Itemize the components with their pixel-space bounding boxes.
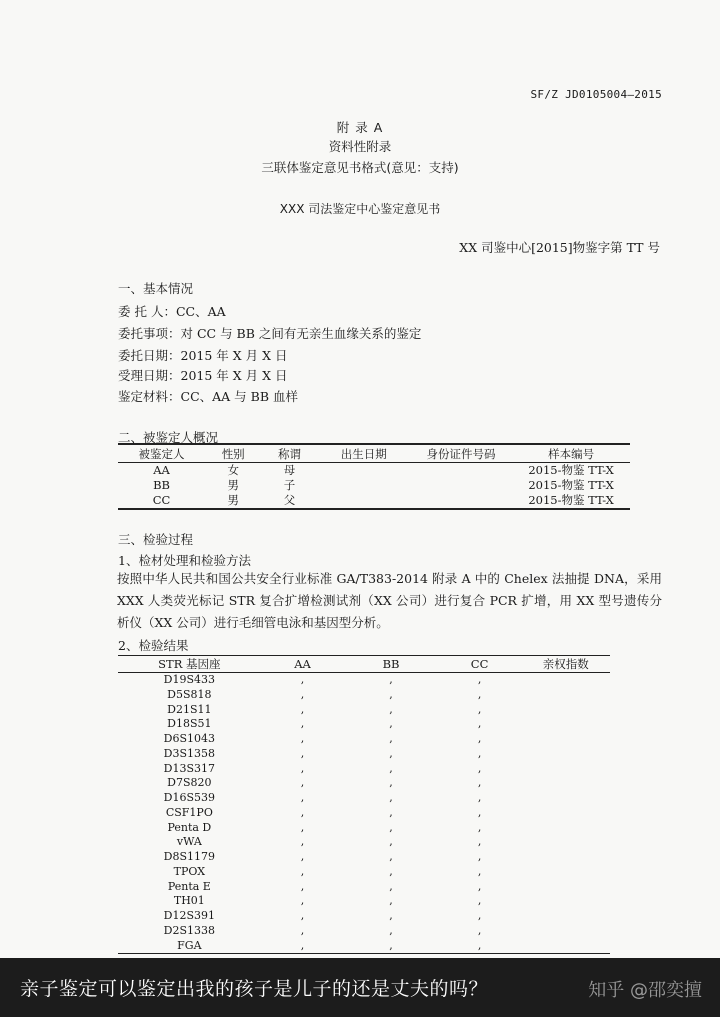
allele-cell: ,: [389, 687, 393, 701]
locus-name: D8S1179: [163, 850, 216, 863]
allele-cell: ,: [389, 805, 393, 819]
locus-name: CSF1PO: [165, 805, 213, 819]
allele-cell: ,: [300, 909, 305, 922]
pi-cell: [521, 703, 610, 718]
locus-name: D18S51: [167, 717, 212, 731]
allele-cell: ,: [389, 702, 393, 716]
results-table: [118, 655, 610, 954]
col-id-number: 身份证件号码: [410, 444, 512, 463]
pi-cell: [521, 717, 610, 732]
col-gender: 性别: [205, 444, 261, 463]
locus-name: D6S1043: [163, 732, 216, 745]
appendix-title: 附 录 A: [336, 120, 384, 135]
process-heading: 三、检验过程: [118, 532, 194, 547]
standard-code: SF/Z JD0105004—2015: [530, 88, 662, 101]
allele-cell: ,: [300, 820, 305, 834]
locus-name: TPOX: [173, 864, 206, 878]
col-relation: 称谓: [261, 444, 317, 463]
allele-cell: ,: [389, 894, 393, 908]
person-cell: 女: [227, 463, 239, 477]
allele-cell: ,: [300, 776, 305, 790]
locus-name: FGA: [177, 938, 202, 952]
person-cell: 父: [283, 493, 296, 507]
pi-cell: [521, 909, 610, 924]
locus-name: D12S391: [163, 909, 216, 922]
allele-cell: ,: [477, 673, 482, 686]
results-subheading: 2、检验结果: [118, 638, 189, 653]
pi-cell: [521, 924, 610, 939]
locus-name: D2S1338: [163, 923, 216, 937]
method-subheading: 1、检材处理和检验方法: [118, 553, 251, 568]
allele-cell: ,: [300, 673, 305, 686]
locus-row: [118, 791, 610, 806]
col-bb: BB: [344, 656, 437, 673]
allele-cell: ,: [389, 673, 393, 686]
person-cell: 子: [283, 478, 296, 492]
person-cell: CC: [152, 493, 171, 507]
allele-cell: ,: [477, 820, 482, 834]
allele-cell: ,: [477, 879, 482, 893]
zhihu-watermark: 知乎 @邵奕擅: [588, 980, 702, 1001]
allele-cell: ,: [389, 732, 393, 745]
allele-cell: ,: [300, 938, 305, 952]
allele-cell: ,: [477, 864, 482, 878]
person-cell: 2015-物鉴 TT-X: [528, 478, 614, 492]
col-sample-id: 样本编号: [512, 444, 630, 463]
locus-name: Penta E: [167, 879, 211, 893]
person-cell: [318, 463, 410, 479]
allele-cell: ,: [389, 835, 393, 849]
locus-name: TH01: [173, 894, 205, 908]
person-cell: [410, 463, 512, 479]
locus-row: [118, 865, 610, 880]
locus-row: [118, 732, 610, 747]
allele-cell: ,: [300, 791, 305, 804]
allele-cell: ,: [389, 850, 393, 863]
person-cell: 母: [283, 463, 296, 477]
allele-cell: ,: [389, 909, 393, 922]
pi-cell: [521, 791, 610, 806]
client-line: 委 托 人：CC、AA: [118, 304, 226, 319]
locus-name: D7S820: [167, 776, 212, 790]
allele-cell: ,: [300, 879, 305, 893]
person-cell: [318, 478, 410, 493]
pi-cell: [521, 835, 610, 850]
allele-cell: ,: [477, 791, 482, 804]
allele-cell: ,: [477, 835, 482, 849]
locus-name: Penta D: [167, 820, 212, 834]
allele-cell: ,: [300, 702, 305, 716]
question-banner: [0, 958, 720, 1017]
allele-cell: ,: [389, 879, 393, 893]
locus-row: [118, 894, 610, 909]
allele-cell: ,: [477, 923, 482, 937]
allele-cell: ,: [477, 717, 482, 731]
locus-row: [118, 835, 610, 850]
col-locus: STR 基因座: [118, 656, 261, 673]
allele-cell: ,: [300, 864, 305, 878]
locus-row: [118, 924, 610, 939]
locus-name: D3S1358: [163, 746, 216, 760]
person-row: [118, 478, 630, 493]
col-birthdate: 出生日期: [318, 444, 410, 463]
locus-row: [118, 821, 610, 836]
doc-number: XX 司鉴中心[2015]物鉴字第 TT 号: [459, 240, 660, 255]
method-paragraph: 按照中华人民共和国公共安全行业标准 GA/T383-2014 附录 A 中的 Chelex 法抽提 DNA，采用 XXX 人类荧光标记 STR 复合扩增检测试剂（XX 公司）进行复合 PCR 扩增，用 XX 型号遗传分析仪（XX 公司）进行毛细管电泳和基因型分析。: [117, 571, 662, 630]
allele-cell: ,: [477, 761, 482, 775]
locus-name: D5S818: [167, 687, 212, 701]
persons-table: [118, 443, 630, 510]
allele-cell: ,: [477, 746, 482, 760]
locus-name: D21S11: [167, 702, 212, 716]
pi-cell: [521, 939, 610, 954]
pi-cell: [521, 747, 610, 762]
locus-row: [118, 880, 610, 895]
pi-cell: [521, 821, 610, 836]
locus-name: D16S539: [163, 791, 216, 804]
commission-date-line: 委托日期：2015 年 X 月 X 日: [118, 348, 288, 363]
format-title: 三联体鉴定意见书格式(意见：支持): [261, 160, 459, 175]
basic-heading: 一、基本情况: [118, 281, 194, 296]
allele-cell: ,: [477, 850, 482, 863]
allele-cell: ,: [389, 746, 393, 760]
person-cell: 2015-物鉴 TT-X: [528, 463, 614, 477]
person-cell: [318, 493, 410, 509]
col-pi: 亲权指数: [521, 656, 610, 673]
allele-cell: ,: [300, 923, 305, 937]
allele-cell: ,: [389, 717, 393, 731]
locus-name: D13S317: [163, 761, 216, 775]
allele-cell: ,: [300, 805, 305, 819]
allele-cell: ,: [477, 732, 482, 745]
allele-cell: ,: [300, 761, 305, 775]
pi-cell: [521, 762, 610, 777]
allele-cell: ,: [477, 909, 482, 922]
pi-cell: [521, 806, 610, 821]
pi-cell: [521, 894, 610, 909]
allele-cell: ,: [477, 776, 482, 790]
locus-row: [118, 762, 610, 777]
locus-row: [118, 939, 610, 954]
persons-heading: 二、被鉴定人概况: [118, 430, 219, 445]
allele-cell: ,: [389, 864, 393, 878]
informative-label: 资料性附录: [328, 139, 392, 154]
person-cell: 男: [227, 493, 239, 507]
locus-row: [118, 806, 610, 821]
pi-cell: [521, 880, 610, 895]
pi-cell: [521, 688, 610, 703]
locus-name: D19S433: [163, 673, 216, 686]
question-text: 亲子鉴定可以鉴定出我的孩子是儿子的还是丈夫的吗？: [20, 978, 489, 1000]
allele-cell: ,: [477, 938, 482, 952]
allele-cell: ,: [477, 805, 482, 819]
matter-line: 委托事项：对 CC 与 BB 之间有无亲生血缘关系的鉴定: [118, 326, 422, 341]
allele-cell: ,: [477, 894, 482, 908]
person-row: [118, 493, 630, 509]
allele-cell: ,: [300, 835, 305, 849]
locus-row: [118, 850, 610, 865]
person-cell: BB: [153, 478, 170, 492]
allele-cell: ,: [389, 761, 393, 775]
col-person: 被鉴定人: [118, 444, 205, 463]
col-cc: CC: [438, 656, 522, 673]
allele-cell: ,: [300, 732, 305, 745]
person-cell: AA: [153, 463, 170, 477]
allele-cell: ,: [477, 687, 482, 701]
allele-cell: ,: [300, 746, 305, 760]
pi-cell: [521, 732, 610, 747]
allele-cell: ,: [300, 717, 305, 731]
locus-row: [118, 909, 610, 924]
person-cell: 2015-物鉴 TT-X: [528, 493, 614, 507]
pi-cell: [521, 776, 610, 791]
pi-cell: [521, 673, 610, 688]
locus-row: [118, 717, 610, 732]
center-title: XXX 司法鉴定中心鉴定意见书: [279, 202, 441, 216]
allele-cell: ,: [389, 776, 393, 790]
person-cell: [410, 478, 512, 493]
allele-cell: ,: [389, 923, 393, 937]
locus-row: [118, 673, 610, 688]
accept-date-line: 受理日期：2015 年 X 月 X 日: [118, 368, 288, 383]
locus-row: [118, 703, 610, 718]
person-cell: 男: [227, 478, 239, 492]
allele-cell: ,: [300, 850, 305, 863]
col-aa: AA: [261, 656, 345, 673]
allele-cell: ,: [389, 791, 393, 804]
allele-cell: ,: [300, 687, 305, 701]
locus-row: [118, 776, 610, 791]
allele-cell: ,: [300, 894, 305, 908]
locus-name: vWA: [176, 835, 202, 849]
allele-cell: ,: [477, 702, 482, 716]
pi-cell: [521, 865, 610, 880]
material-line: 鉴定材料：CC、AA 与 BB 血样: [118, 389, 298, 404]
person-row: [118, 463, 630, 479]
person-cell: [410, 493, 512, 509]
allele-cell: ,: [389, 938, 393, 952]
pi-cell: [521, 850, 610, 865]
locus-row: [118, 688, 610, 703]
allele-cell: ,: [389, 820, 393, 834]
locus-row: [118, 747, 610, 762]
